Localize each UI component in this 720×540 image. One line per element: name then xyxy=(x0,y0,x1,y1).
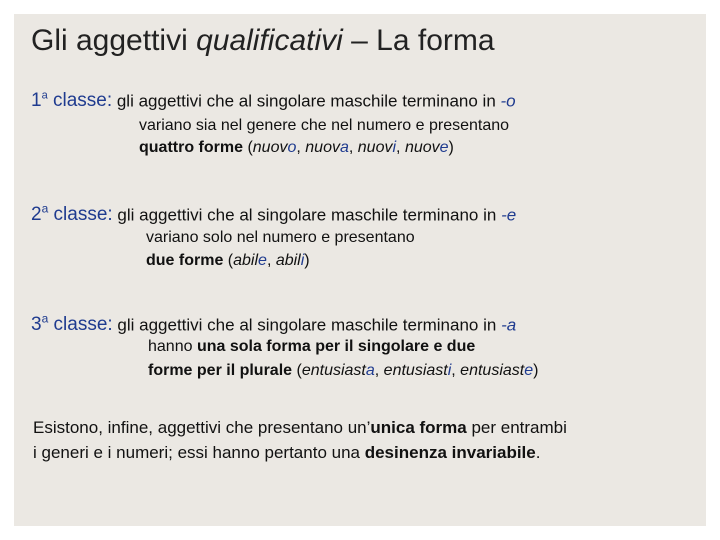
class2-forms: abile, abili xyxy=(233,252,305,269)
class1-form-example: nuova xyxy=(305,139,349,156)
class2-line3: due forme (abile, abili) xyxy=(146,252,310,269)
form-ending: o xyxy=(287,139,297,156)
class3-forms-count: forme per il plurale xyxy=(148,362,293,379)
note-invariable-ending: desinenza invariabile xyxy=(364,443,536,462)
note-unique-form: unica forma xyxy=(370,418,467,437)
class1-description: gli aggettivi che al singolare maschile terminano in xyxy=(112,91,501,111)
title-text: Gli aggettivi xyxy=(31,24,197,57)
note-line1: Esistono, infine, aggettivi che presentano un’unica forma per entrambi xyxy=(33,418,567,437)
class3-label: 3$^a$ classe: xyxy=(31,312,113,336)
class1-form-example: nuove xyxy=(404,139,449,156)
class1-form-example: nuovi xyxy=(357,139,397,156)
class2-form-example: abile xyxy=(233,252,267,269)
class3-form-example: entusiasti xyxy=(383,362,452,379)
class2-line2: variano solo nel numero e presentano xyxy=(146,229,415,246)
form-ending: i xyxy=(447,362,452,379)
form-ending: a xyxy=(365,362,375,379)
slide-title xyxy=(31,24,495,58)
class2-description: gli aggettivi che al singolare maschile terminano in xyxy=(112,205,502,225)
class1-label: 1$^a$ classe: xyxy=(31,90,113,112)
form-ending: i xyxy=(392,139,397,156)
title-italic-text: qualificativi xyxy=(196,24,343,57)
class2-forms-count: due forme xyxy=(146,252,224,269)
form-ending: a xyxy=(339,139,349,156)
class3-line1 xyxy=(31,312,516,336)
class2-form-example: abili xyxy=(275,252,305,269)
class2-label: 2$^a$ classe: xyxy=(31,202,113,226)
class3-line2: hanno una sola forma per il singolare e due xyxy=(148,338,476,355)
class3-line3: forme per il plurale (entusiasta, entusiasti, entusiaste) xyxy=(148,362,539,379)
class1-ending: -o xyxy=(500,91,516,111)
class3-ending: -a xyxy=(501,315,517,335)
class3-forms-desc: una sola forma per il singolare e due xyxy=(196,338,476,355)
form-ending: e xyxy=(258,252,267,269)
note-line2: i generi e i numeri; essi hanno pertanto una desinenza invariabile. xyxy=(33,443,541,462)
class3-description: gli aggettivi che al singolare maschile terminano in xyxy=(112,315,502,335)
form-ending: i xyxy=(300,252,305,269)
class3-form-example: entusiaste xyxy=(460,362,534,379)
class2-ending: -e xyxy=(501,205,517,225)
class1-form-example: nuovo xyxy=(252,139,297,156)
class1-line2: variano sia nel genere che nel numero e presentano xyxy=(139,117,510,134)
class1-forms: nuovo, nuova, nuovi, nuove xyxy=(252,139,449,156)
class3-forms: entusiasta, entusiasti, entusiaste xyxy=(301,362,534,379)
title-suffix: – La forma xyxy=(342,24,495,57)
form-ending: e xyxy=(524,362,534,379)
slide xyxy=(14,14,706,526)
class1-line1 xyxy=(31,90,516,112)
class2-line1 xyxy=(31,202,516,226)
class1-line3: quattro forme (nuovo, nuova, nuovi, nuove) xyxy=(139,139,454,156)
form-ending: e xyxy=(439,139,449,156)
class3-form-example: entusiasta xyxy=(301,362,375,379)
class1-forms-count: quattro forme xyxy=(139,139,243,156)
